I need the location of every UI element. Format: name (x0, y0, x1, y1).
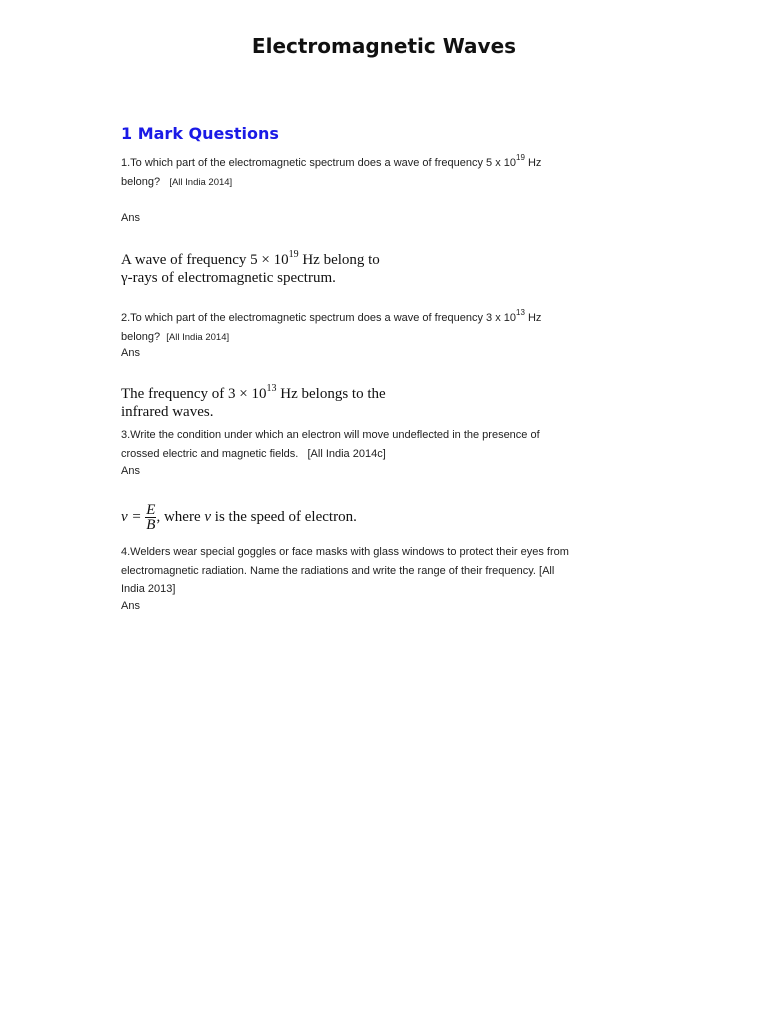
answer-1-line-2: γ-rays of electromagnetic spectrum. (121, 270, 336, 286)
answer-3-fraction: $\frac{E}{B}$ (146, 502, 156, 533)
answer-2 (121, 385, 386, 421)
question-3-line-1: 3.Write the condition under which an electron will move undeflected in the presence of (121, 429, 540, 441)
question-2-reference: [All India 2014] (166, 331, 230, 343)
question-1-reference: [All India 2014] (169, 176, 233, 188)
question-3-line-2: crossed electric and magnetic fields. [All India 2014c] (121, 447, 386, 460)
question-1-line-2: belong? [All India 2014] (121, 175, 233, 188)
question-4-line-2: electromagnetic radiation. Name the radiations and write the range of their frequency. [All (121, 564, 555, 577)
answer-label-1: Ans (121, 212, 140, 224)
question-2-line-1: 2.To which part of the electromagnetic spectrum does a wave of frequency 3 x $10^{13}$ Hz (121, 308, 542, 324)
question-4-line-1: 4.Welders wear special goggles or face masks with glass windows to protect their eyes from (121, 546, 569, 558)
section-heading: 1 Mark Questions (121, 124, 279, 143)
answer-label-4: Ans (121, 600, 140, 612)
question-4 (121, 543, 621, 599)
question-3-reference: [All India 2014c] (307, 447, 386, 460)
question-2-line-2: belong? [All India 2014] (121, 330, 230, 343)
answer-1-line-1: A wave of frequency $5 \times 10^{19}$ Hz belong to (121, 249, 380, 268)
question-1 (121, 154, 621, 192)
answer-1 (121, 251, 380, 287)
page-title: Electromagnetic Waves (251, 34, 517, 58)
answer-2-line-2: infrared waves. (121, 404, 214, 420)
question-2 (121, 309, 621, 347)
answer-3: v = $\frac{E}{B}$ , where v is the speed of electron. (121, 502, 357, 533)
question-4-line-3: India 2013] (121, 583, 176, 595)
answer-label-2: Ans (121, 347, 140, 359)
answer-label-3: Ans (121, 465, 140, 477)
question-1-line-1: 1.To which part of the electromagnetic spectrum does a wave of frequency 5 x $10^{19}$ Hz (121, 153, 542, 169)
answer-2-line-1: The frequency of $3 \times 10^{13}$ Hz belongs to the (121, 383, 386, 402)
question-3 (121, 426, 621, 463)
